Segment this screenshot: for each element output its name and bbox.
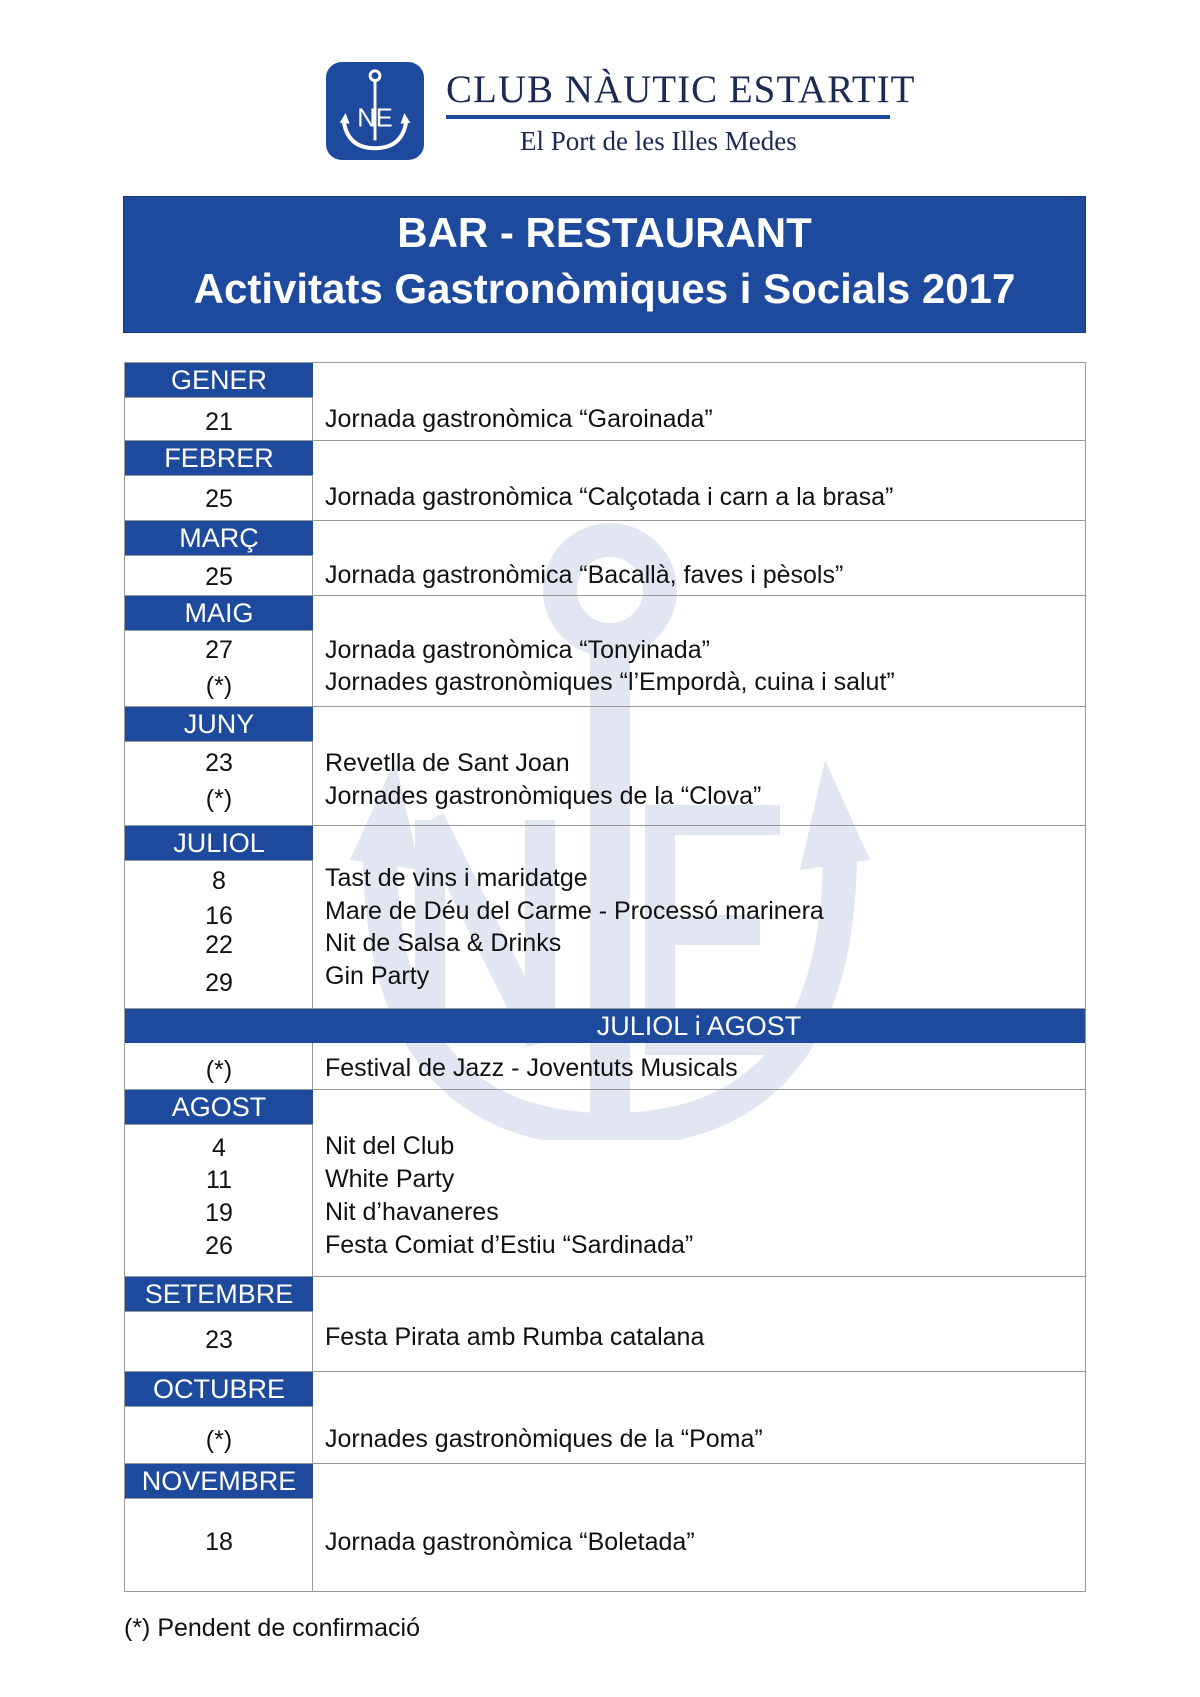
- title-line-2: Activitats Gastronòmiques i Socials 2017: [193, 265, 1016, 312]
- event-day: 18: [205, 1528, 233, 1556]
- event-text: Nit d’havaneres: [325, 1198, 499, 1226]
- event-text: Festival de Jazz - Joventuts Musicals: [325, 1054, 738, 1082]
- section-octubre: [124, 1372, 1086, 1464]
- month-label: NOVEMBRE: [125, 1464, 313, 1498]
- month-label: [125, 1009, 1085, 1043]
- month-label: SETEMBRE: [125, 1277, 313, 1311]
- logo-letters: NE: [357, 104, 393, 133]
- event-day: 22: [205, 931, 233, 959]
- section-febrer: [124, 441, 1086, 521]
- section-setembre: [124, 1277, 1086, 1372]
- event-text: Festa Pirata amb Rumba catalana: [325, 1323, 705, 1351]
- section-novembre: [124, 1464, 1086, 1592]
- event-day: 25: [205, 563, 233, 591]
- event-text: Tast de vins i maridatge: [325, 864, 588, 892]
- event-text: Revetlla de Sant Joan: [325, 749, 570, 777]
- event-day: 21: [205, 408, 233, 436]
- club-logo: [326, 62, 424, 160]
- month-label: GENER: [125, 363, 313, 397]
- event-text: Festa Comiat d’Estiu “Sardinada”: [325, 1231, 694, 1259]
- footnote: (*) Pendent de confirmació: [124, 1614, 420, 1642]
- event-text: Jornada gastronòmica “Bacallà, faves i pèsols”: [325, 561, 844, 589]
- event-day: 4: [212, 1134, 226, 1162]
- event-day: (*): [205, 1426, 233, 1454]
- event-day: 25: [205, 485, 233, 513]
- event-text: Gin Party: [325, 962, 430, 990]
- section-juliol: [124, 826, 1086, 1009]
- event-text: Jornada gastronòmica “Garoinada”: [325, 405, 713, 433]
- event-day: 8: [212, 867, 226, 895]
- event-text: White Party: [325, 1165, 455, 1193]
- event-text: Jornada gastronòmica “Calçotada i carn a la brasa”: [325, 483, 894, 511]
- month-label: MAIG: [125, 596, 313, 630]
- schedule-table: [124, 362, 1086, 1592]
- header-rule: [446, 115, 890, 119]
- month-label: OCTUBRE: [125, 1372, 313, 1406]
- month-label: FEBRER: [125, 441, 313, 475]
- event-day: 11: [206, 1166, 232, 1194]
- event-day: 26: [205, 1232, 233, 1260]
- event-day: (*): [205, 785, 233, 813]
- event-text: Jornades gastronòmiques de la “Clova”: [325, 782, 762, 810]
- club-tagline: El Port de les Illes Medes: [520, 126, 797, 156]
- event-text: Jornades gastronòmiques “l’Empordà, cuina i salut”: [325, 668, 895, 696]
- event-day: 27: [205, 636, 233, 664]
- title-banner: [123, 196, 1086, 333]
- event-text: Nit del Club: [325, 1132, 455, 1160]
- event-text: Jornada gastronòmica “Tonyinada”: [325, 636, 710, 664]
- section-gener: [124, 362, 1086, 441]
- month-label: AGOST: [125, 1090, 313, 1124]
- event-text: Jornada gastronòmica “Boletada”: [325, 1528, 695, 1556]
- section-marc: [124, 521, 1086, 596]
- event-day: (*): [205, 672, 233, 700]
- club-name: CLUB NÀUTIC ESTARTIT: [446, 68, 916, 111]
- event-text: Mare de Déu del Carme - Processó marinera: [325, 897, 824, 925]
- section-maig: [124, 596, 1086, 707]
- month-label: JULIOL: [125, 826, 313, 860]
- title-line-1: BAR - RESTAURANT: [397, 209, 812, 256]
- month-label: MARÇ: [125, 521, 313, 555]
- section-juny: [124, 707, 1086, 826]
- event-day: 23: [205, 749, 233, 777]
- event-text: Nit de Salsa & Drinks: [325, 929, 562, 957]
- section-agost: [124, 1090, 1086, 1277]
- event-text: Jornades gastronòmiques de la “Poma”: [325, 1425, 763, 1453]
- event-day: (*): [205, 1056, 233, 1084]
- event-day: 23: [205, 1326, 233, 1354]
- event-day: 16: [205, 902, 233, 930]
- month-label-text: JULIOL i AGOST: [596, 1011, 802, 1041]
- event-day: 29: [205, 969, 233, 997]
- section-juliol-agost: [124, 1009, 1086, 1090]
- month-label: JUNY: [125, 707, 313, 741]
- event-day: 19: [205, 1199, 233, 1227]
